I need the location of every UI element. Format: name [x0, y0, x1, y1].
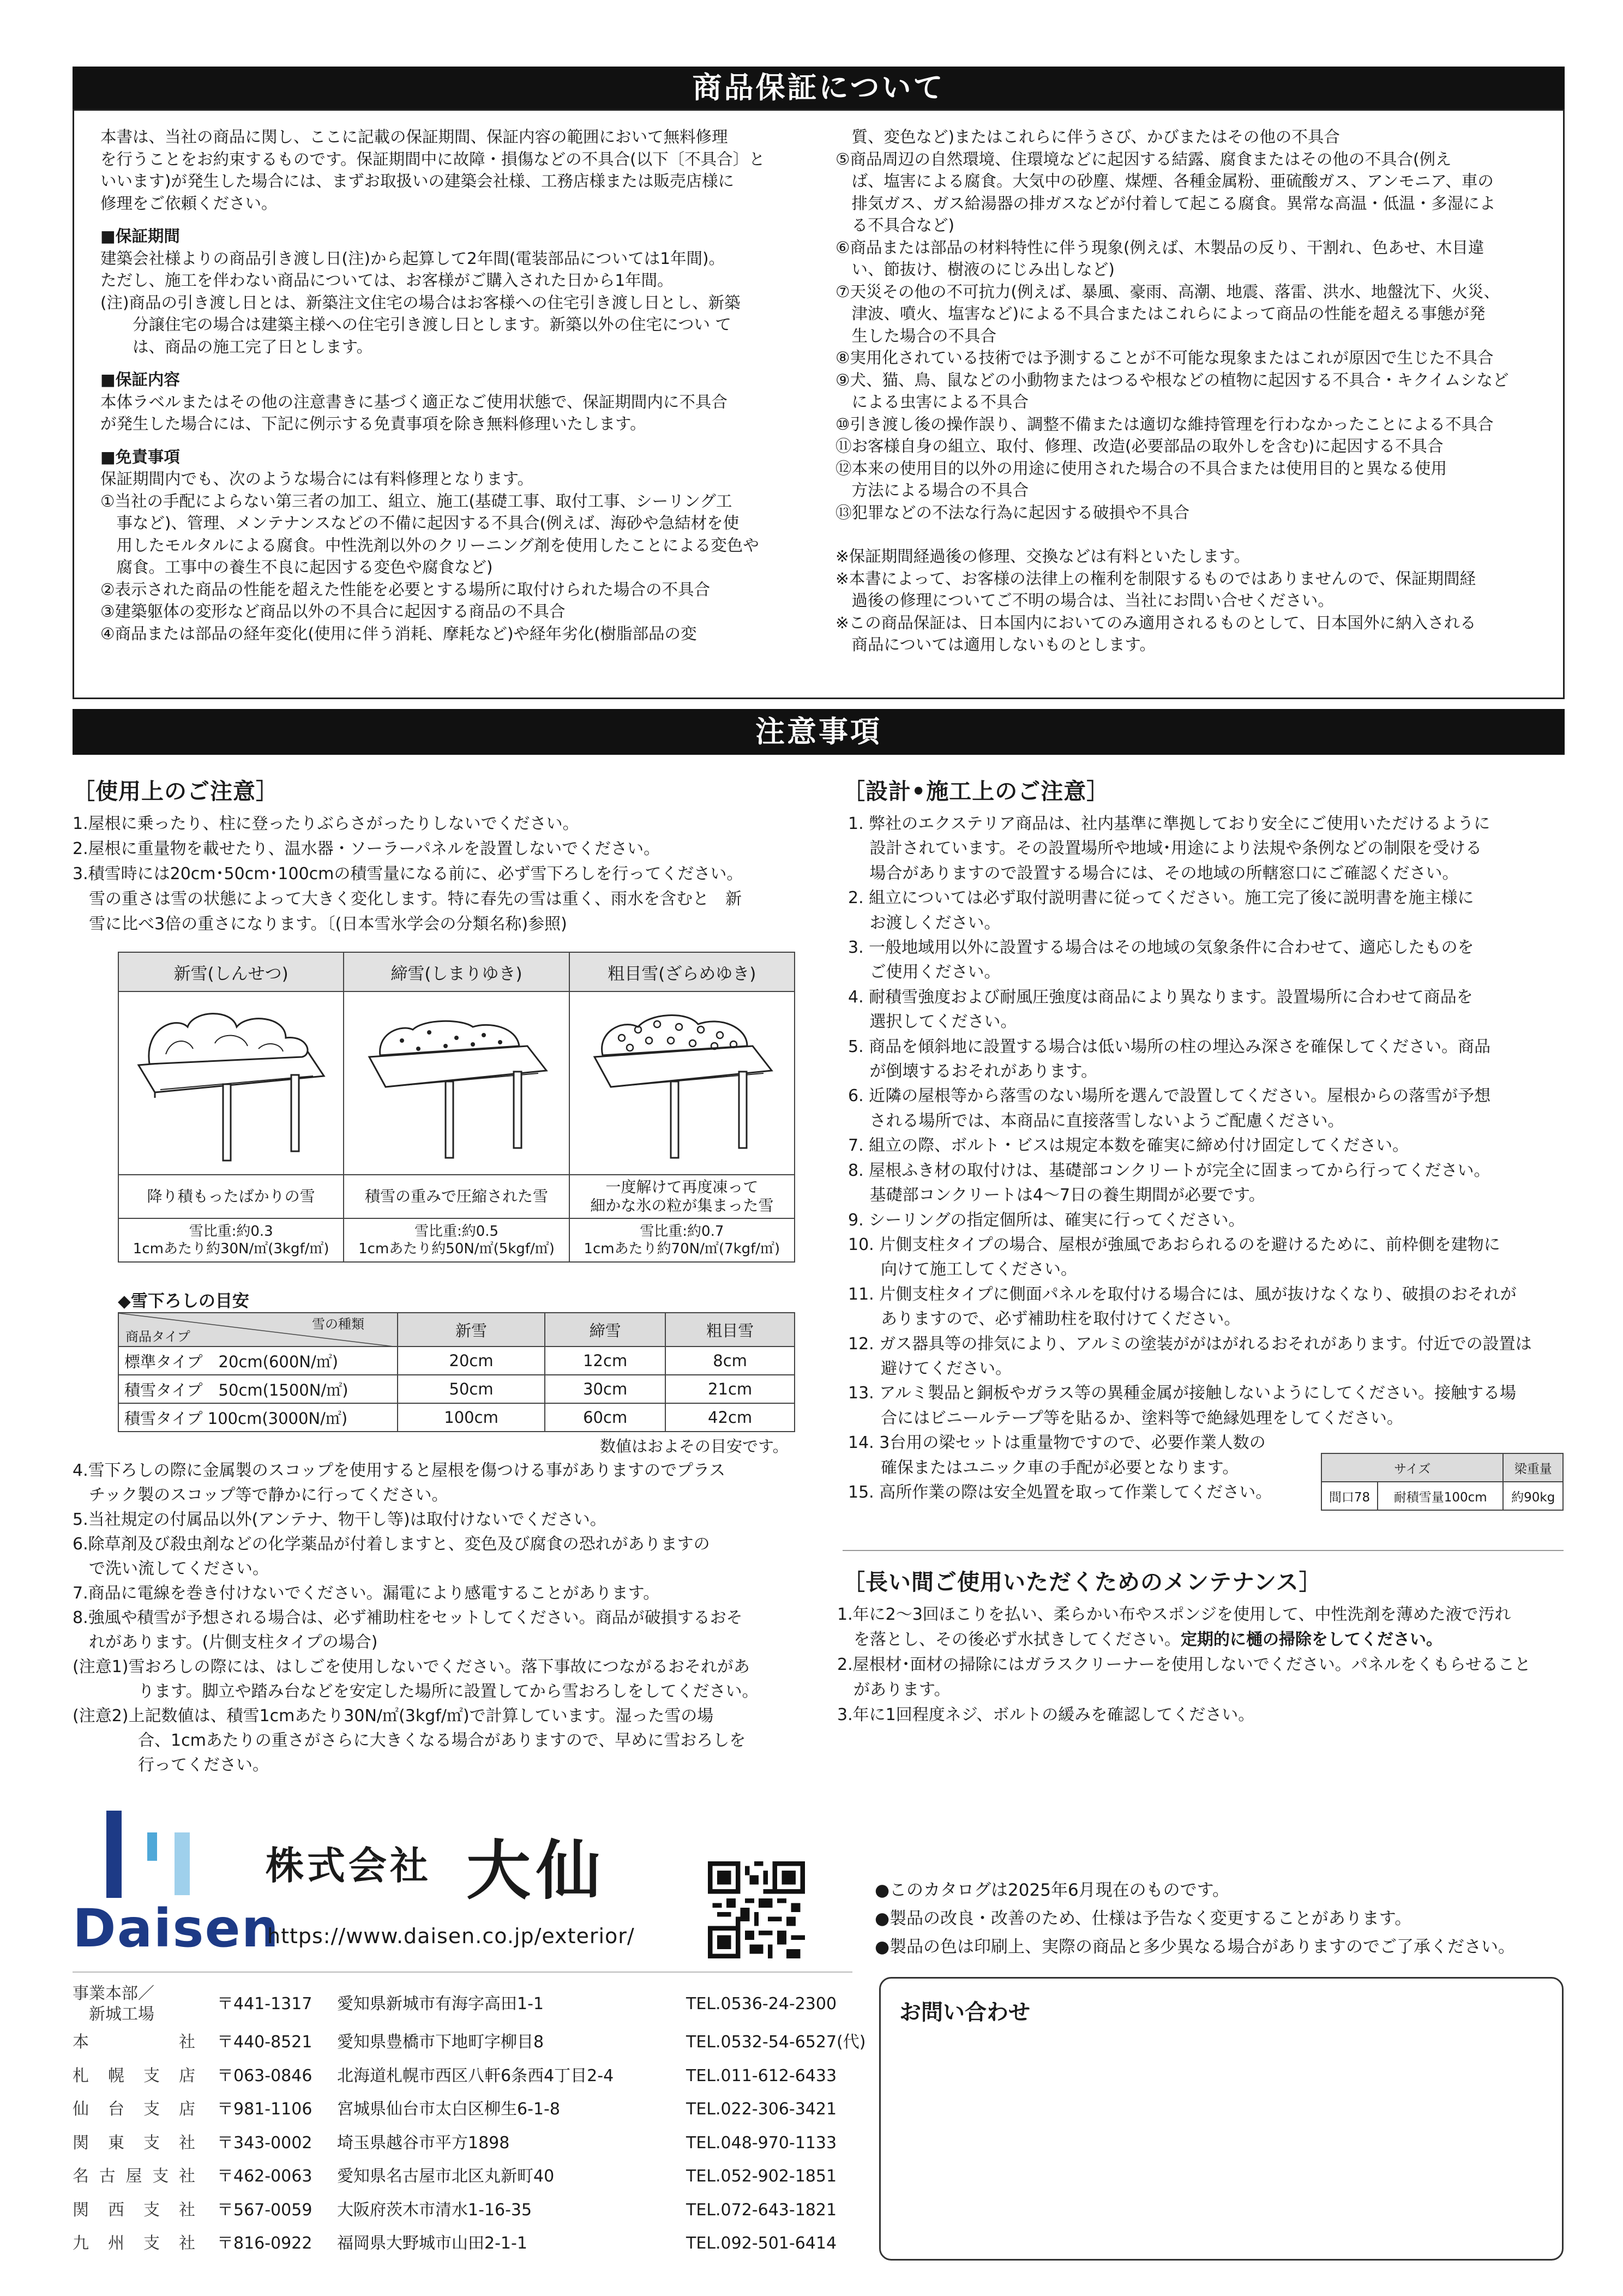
- warranty-line: ⑥商品または部品の材料特性に伴う現象(例えば、木製品の反り、干割れ、色あせ、木目違: [835, 238, 1484, 257]
- office-row: [73, 2126, 865, 2160]
- office-tel: TEL.048-970-1133: [686, 2133, 837, 2153]
- office-name: 名古屋支社: [73, 2167, 195, 2186]
- office-zip: 〒441-1317: [217, 1994, 312, 2014]
- list-item: 8. 屋根ふき材の取付けは、基礎部コンクリートが完全に固まってから行ってください。: [848, 1161, 1490, 1180]
- office-address: 北海道札幌市西区八軒6条西4丁目2-4: [337, 2066, 614, 2085]
- list-item: 1. 弊社のエクステリア商品は、社内基準に準拠しており安全にご使用いただけるように: [848, 814, 1490, 833]
- list-item: 避けてください。: [848, 1359, 1012, 1378]
- office-tel: TEL.052-902-1851: [686, 2167, 837, 2186]
- list-item: される場所では、本商品に直接落雪しないようご配慮ください。: [848, 1111, 1344, 1131]
- warranty-line: ⑩引き渡し後の操作誤り、調整不備または適切な維持管理を行わなかったことによる不具合: [835, 414, 1494, 434]
- warranty-line: ③建築躯体の変形など商品以外の不具合に起因する商品の不具合: [100, 602, 566, 621]
- office-name: 関東支社: [73, 2133, 195, 2153]
- maintenance-text: があります。: [837, 1680, 951, 1699]
- warranty-line: ※この商品保証は、日本国内においてのみ適用されるものとして、日本国外に納入される: [835, 613, 1476, 632]
- guide-note: 数値はおよその目安です。: [600, 1437, 789, 1456]
- office-zip: 〒343-0002: [217, 2133, 312, 2153]
- warranty-line: [835, 524, 1555, 545]
- warranty-line: い、節抜け、樹液のにじみ出しなど): [835, 260, 1115, 279]
- list-item: 7.商品に電線を巻き付けないでください。漏電により感電することがあります。: [73, 1584, 660, 1603]
- warranty-line: 事など)、管理、メンテナンスなどの不備に起因する不具合(例えば、海砂や急結材を使: [100, 514, 740, 532]
- company-name: 大仙: [466, 1833, 606, 1908]
- warranty-line: ■保証期間: [100, 227, 180, 245]
- maintenance-item: [837, 1703, 1531, 1728]
- guide-cell: 21cm: [665, 1375, 795, 1403]
- office-zip: 〒462-0063: [217, 2167, 312, 2186]
- office-row: [73, 2059, 865, 2093]
- beam-cell: 耐積雪量100cm: [1378, 1482, 1503, 1510]
- snow-type-name: 粗目雪(ざらめゆき): [569, 952, 795, 991]
- warranty-line: る不具合など): [835, 216, 955, 235]
- daisen-logo-text: Daisen: [73, 1898, 280, 1959]
- list-item: チック製のスコップ等で静かに行ってください。: [73, 1486, 448, 1505]
- office-name: [73, 1984, 195, 2025]
- list-item: ご使用ください。: [848, 963, 1001, 982]
- warranty-line: 建築会社様よりの商品引き渡し日(注)から起算して2年間(電装部品については1年間)。: [100, 249, 725, 268]
- guide-row-label: 標準タイプ 20cm(600N/㎡): [118, 1347, 398, 1375]
- list-item: 1.屋根に乗ったり、柱に登ったりぶらさがったりしないでください。: [73, 814, 579, 833]
- list-item: 3. 一般地域用以外に設置する場合はその地域の気象条件に合わせて、適応したものを: [848, 938, 1474, 958]
- office-address: 宮城県仙台市太白区柳生6-1-8: [337, 2100, 560, 2119]
- warranty-line: ⑬犯罪などの不法な行為に起因する破損や不具合: [835, 503, 1190, 522]
- warranty-line: ⑧実用化されている技術では予測することが不可能な現象またはこれが原因で生じた不具合: [835, 348, 1494, 367]
- list-item: ります。脚立や踏み台などを安定した場所に設置してから雪おろしをしてください。: [73, 1682, 759, 1701]
- list-item: 14. 3台用の梁セットは重量物ですので、必要作業人数の: [848, 1433, 1266, 1453]
- warranty-line: 腐食。工事中の養生不良に起因する変色や腐食など): [100, 558, 493, 576]
- guide-row-label: 積雪タイプ 50cm(1500N/㎡): [118, 1375, 398, 1403]
- office-address: 福岡県大野城市山田2-1-1: [337, 2234, 527, 2253]
- snow-desc: 降り積もったばかりの雪: [118, 1175, 344, 1218]
- use-caution-list-a: [73, 812, 743, 937]
- office-name: 本社: [73, 2033, 195, 2052]
- use-caution-list-b: [73, 1458, 759, 1777]
- snow-illustration-zarameyuki: [569, 991, 795, 1175]
- warranty-line: 生した場合の不具合: [835, 326, 997, 345]
- maintenance-bold: 定期的に樋の掃除をしてください。: [1181, 1630, 1442, 1649]
- catalog-notes: [875, 1876, 1515, 1961]
- list-item: 2. 組立については必ず取付説明書に従ってください。施工完了後に説明書を施主様に: [848, 888, 1474, 908]
- warranty-box: [73, 109, 1565, 699]
- contact-label: お問い合わせ: [899, 2000, 1030, 2025]
- warranty-line: 本体ラベルまたはその他の注意書きに基づく適正なご使用状態で、保証期間内に不具合: [100, 392, 728, 411]
- warranty-line: による虫害による不具合: [835, 393, 1029, 411]
- warranty-line: ②表示された商品の性能を超えた性能を必要とする場所に取付けられた場合の不具合: [100, 580, 710, 599]
- warranty-line: ば、塩害による腐食。大気中の砂塵、煤煙、各種金属粉、亜硫酸ガス、アンモニア、車の: [835, 172, 1494, 190]
- office-name-line: 新城工場: [89, 2005, 154, 2024]
- maintenance-text: 1.年に2～3回ほこりを払い、柔らかい布やスポンジを使用して、中性洗剤を薄めた液で汚れ: [837, 1605, 1511, 1624]
- warranty-right-column: [835, 126, 1555, 656]
- list-item: 設計されています。その設置場所や地域･用途により法規や条例などの制限を受ける: [848, 839, 1482, 858]
- office-row: [73, 2160, 865, 2193]
- beam-head: サイズ: [1321, 1453, 1503, 1482]
- design-caution-heading: ［設計•施工上のご注意］: [843, 778, 1110, 804]
- caution-title: 注意事項: [73, 709, 1565, 755]
- warranty-line: 本書は、当社の商品に関し、ここに記載の保証期間、保証内容の範囲において無料修理: [100, 128, 728, 146]
- list-item: れがあります。(片側支柱タイプの場合): [73, 1633, 378, 1652]
- list-item: 10. 片側支柱タイプの場合、屋根が強風であおられるのを避けるために、前枠側を建物に: [848, 1235, 1500, 1254]
- warranty-line: ⑦天災その他の不可抗力(例えば、暴風、豪雨、高潮、地震、落雷、洪水、地盤沈下、火災、: [835, 282, 1500, 301]
- list-item: ●製品の色は印刷上、実際の商品と多少異なる場合がありますのでご了承ください。: [875, 1937, 1516, 1957]
- warranty-line: は、商品の施工完了日とします。: [100, 337, 373, 356]
- warranty-line: 用したモルタルによる腐食。中性洗剤以外のクリーニング剤を使用したことによる変色や: [100, 536, 759, 555]
- maintenance-item: [837, 1627, 1531, 1652]
- maintenance-item: [837, 1678, 1531, 1703]
- office-row: [73, 2093, 865, 2126]
- company-url[interactable]: https://www.daisen.co.jp/exterior/: [267, 1924, 635, 1948]
- guide-cell: 100cm: [398, 1403, 545, 1432]
- list-item: 合にはビニールテープ等を貼るか、塗料等で絶縁処理をしてください。: [848, 1408, 1403, 1428]
- list-item: 6.除草剤及び殺虫剤などの化学薬品が付着しますと、変色及び腐食の恐れがありますの: [73, 1535, 710, 1554]
- guide-corner: 雪の種類 商品タイプ: [118, 1313, 398, 1347]
- list-item: お渡しください。: [848, 913, 1001, 933]
- office-tel: TEL.072-643-1821: [686, 2200, 837, 2220]
- warranty-line: ⑪お客様自身の組立、取付、修理、改造(必要部品の取外しを含む)に起因する不具合: [835, 437, 1444, 455]
- maintenance-item: [837, 1652, 1531, 1678]
- office-name: 仙台支店: [73, 2100, 195, 2119]
- guide-col: 新雪: [398, 1313, 545, 1347]
- guide-cell: 8cm: [665, 1347, 795, 1375]
- maintenance-text: を落とし、その後必ず水拭きしてください。: [837, 1630, 1181, 1649]
- list-item: 向けて施工してください。: [848, 1260, 1077, 1279]
- office-zip: 〒981-1106: [217, 2100, 312, 2119]
- list-item: 13. アルミ製品と銅板やガラス等の異種金属が接触しないようにしてください。接触する場: [848, 1384, 1517, 1403]
- maintenance-text: 3.年に1回程度ネジ、ボルトの緩みを確認してください。: [837, 1705, 1255, 1724]
- beam-cell: 間口78: [1321, 1482, 1378, 1510]
- snow-desc: 積雪の重みで圧縮された雪: [344, 1175, 569, 1218]
- warranty-line: ④商品または部品の経年変化(使用に伴う消耗、摩耗など)や経年劣化(樹脂部品の変: [100, 624, 697, 643]
- list-item: 15. 高所作業の際は安全処置を取って作業してください。: [848, 1482, 1272, 1502]
- snow-type-name: 締雪(しまりゆき): [344, 952, 569, 991]
- office-name-line: 事業本部／: [73, 1984, 154, 2003]
- snow-guide-table: [118, 1312, 795, 1432]
- company-name-prefix: 株式会社: [266, 1843, 431, 1888]
- warranty-line: 方法による場合の不具合: [835, 481, 1029, 500]
- office-tel: TEL.0532-54-6527(代): [686, 2033, 866, 2052]
- warranty-line: ※保証期間経過後の修理、交換などは有料といたします。: [835, 547, 1250, 566]
- guide-row-label: 積雪タイプ 100cm(3000N/㎡): [118, 1403, 398, 1432]
- office-row: [73, 1983, 865, 2025]
- list-item: 8.強風や積雪が予想される場合は、必ず補助柱をセットしてください。商品が破損するおそ: [73, 1608, 743, 1627]
- list-item: ありますので、必ず補助柱を取付けてください。: [848, 1309, 1241, 1329]
- list-item: 4. 耐積雪強度および耐風圧強度は商品により異なります。設置場所に合わせて商品を: [848, 987, 1473, 1007]
- daisen-logo-mark: [106, 1811, 205, 1911]
- list-item: 5.当社規定の付属品以外(アンテナ、物干し等)は取付けないでください。: [73, 1510, 606, 1529]
- divider: [843, 1550, 1564, 1551]
- warranty-line: ⑫本来の使用目的以外の用途に使用された場合の不具合または使用目的と異なる使用: [835, 459, 1447, 478]
- maintenance-text: 2.屋根材･面材の掃除にはガラスクリーナーを使用しないでください。パネルをくもらせること: [837, 1655, 1531, 1674]
- beam-head: 梁重量: [1503, 1453, 1563, 1482]
- warranty-line: 修理をご依頼ください。: [100, 194, 278, 213]
- warranty-line: ただし、施工を伴わない商品については、お客様がご購入された日から1年間。: [100, 271, 674, 290]
- design-caution-list: [848, 812, 1532, 1505]
- office-row: [73, 2193, 865, 2227]
- office-zip: 〒063-0846: [217, 2066, 312, 2085]
- list-item: ●このカタログは2025年6月現在のものです。: [875, 1880, 1230, 1900]
- list-item: 7. 組立の際、ボルト・ビスは規定本数を確実に締め付け固定してください。: [848, 1136, 1409, 1156]
- office-address: 愛知県新城市有海字高田1-1: [337, 1994, 544, 2014]
- list-item: 雪に比べ3倍の重さになります。〔(日本雪氷学会の分類名称)参照): [73, 915, 567, 934]
- office-tel: TEL.011-612-6433: [686, 2066, 837, 2085]
- divider: [73, 1972, 852, 1973]
- qr-code: [708, 1861, 805, 1958]
- list-item: 確保またはユニック車の手配が必要となります。: [848, 1458, 1239, 1477]
- warranty-left-column: [100, 126, 853, 645]
- list-item: (注意2)上記数値は、積雪1cmあたり30N/㎡(3kgf/㎡)で計算しています。湿った雪の場: [73, 1706, 714, 1726]
- warranty-line: が発生した場合には、下記に例示する免責事項を除き無料修理いたします。: [100, 414, 646, 433]
- warranty-line: 質、変色など)またはこれらに伴うさび、かびまたはその他の不具合: [835, 128, 1340, 146]
- snow-illustration-shimariyuki: [344, 991, 569, 1175]
- list-item: 場合がありますので設置する場合には、その地域の所轄窓口にご確認ください。: [848, 863, 1459, 883]
- warranty-line: ①当社の手配によらない第三者の加工、組立、施工(基礎工事、取付工事、シーリング工: [100, 491, 732, 510]
- list-item: 6. 近隣の屋根等から落雪のない場所を選んで設置してください。屋根からの落雪が予想: [848, 1086, 1491, 1106]
- office-row: [73, 2227, 865, 2261]
- guide-col: 締雪: [545, 1313, 665, 1347]
- list-item: 12. ガス器具等の排気により、アルミの塗装ががはがれるおそれがあります。付近での設置は: [848, 1334, 1532, 1354]
- list-item: (注意1)雪おろしの際には、はしごを使用しないでください。落下事故につながるおそれがあ: [73, 1657, 750, 1676]
- snow-guide-title: ◆雪下ろしの目安: [118, 1291, 249, 1311]
- maintenance-item: [837, 1602, 1531, 1627]
- list-item: ●製品の改良・改善のため、仕様は予告なく変更することがあります。: [875, 1909, 1412, 1928]
- maintenance-heading: ［長い間ご使用いただくためのメンテナンス］: [843, 1569, 1322, 1595]
- snow-gravity: 雪比重:約0.5 1cmあたり約50N/㎡(5kgf/㎡): [344, 1218, 569, 1262]
- office-zip: 〒567-0059: [217, 2200, 312, 2220]
- guide-cell: 30cm: [545, 1375, 665, 1403]
- office-name: 札幌支店: [73, 2066, 195, 2085]
- list-item: で洗い流してください。: [73, 1559, 269, 1578]
- list-item: が倒壊するおそれがあります。: [848, 1062, 1098, 1081]
- warranty-line: 排気ガス、ガス給湯器の排ガスなどが付着して起こる腐食。異常な高温・低温・多湿によ: [835, 194, 1496, 213]
- office-name: 九州支社: [73, 2234, 195, 2253]
- list-item: 選択してください。: [848, 1012, 1017, 1032]
- guide-cell: 12cm: [545, 1347, 665, 1375]
- guide-cell: 50cm: [398, 1375, 545, 1403]
- list-item: 雪の重さは雪の状態によって大きく変化します。特に春先の雪は重く、雨水を含むと 新: [73, 889, 742, 909]
- snow-gravity: 雪比重:約0.7 1cmあたり約70N/㎡(7kgf/㎡): [569, 1218, 795, 1262]
- office-tel: TEL.092-501-6414: [686, 2234, 837, 2253]
- guide-cell: 42cm: [665, 1403, 795, 1432]
- snow-type-table: [118, 952, 795, 1263]
- snow-illustration-shinsetsu: [118, 991, 344, 1175]
- warranty-line: ■免責事項: [100, 447, 180, 466]
- office-tel: TEL.022-306-3421: [686, 2100, 837, 2119]
- warranty-line: を行うことをお約束するものです。保証期間中に故障・損傷などの不具合(以下〔不具合〕と: [100, 149, 765, 169]
- list-item: 基礎部コンクリートは4～7日の養生期間が必要です。: [848, 1186, 1265, 1205]
- office-address: 埼玉県越谷市平方1898: [337, 2133, 510, 2153]
- list-item: 2.屋根に重量物を載せたり、温水器・ソーラーパネルを設置しないでください。: [73, 839, 660, 858]
- office-tel: TEL.0536-24-2300: [686, 1994, 837, 2014]
- office-list: [73, 1983, 865, 2261]
- office-name: 関西支社: [73, 2200, 195, 2220]
- maintenance-list: [837, 1602, 1531, 1728]
- office-row: [73, 2025, 865, 2059]
- snow-type-name: 新雪(しんせつ): [118, 952, 344, 991]
- warranty-line: 商品については適用しないものとします。: [835, 635, 1156, 654]
- list-item: 合、1cmあたりの重さがさらに大きくなる場合がありますので、早めに雪おろしを: [73, 1731, 746, 1750]
- list-item: 3.積雪時には20cm･50cm･100cmの積雪量になる前に、必ず雪下ろしを行ってください。: [73, 864, 743, 883]
- warranty-line: ※本書によって、お客様の法律上の権利を制限するものではありませんので、保証期間経: [835, 569, 1476, 588]
- guide-cell: 60cm: [545, 1403, 665, 1432]
- list-item: 行ってください。: [73, 1756, 269, 1775]
- warranty-title: 商品保証について: [73, 67, 1565, 109]
- snow-desc: 一度解けて再度凍って 細かな氷の粒が集まった雪: [569, 1175, 795, 1218]
- office-zip: 〒440-8521: [217, 2033, 312, 2052]
- list-item: 4.雪下ろしの際に金属製のスコップを使用すると屋根を傷つける事がありますのでプラス: [73, 1461, 726, 1480]
- warranty-line: (注)商品の引き渡し日とは、新築注文住宅の場合はお客様への住宅引き渡し日とし、新築: [100, 293, 741, 312]
- beam-table: [1321, 1453, 1564, 1511]
- warranty-line: 津波、噴火、塩害など)による不具合またはこれらによって商品の性能を超える事態が発: [835, 304, 1486, 323]
- warranty-line: いいます)が発生した場合には、まずお取扱いの建築会社様、工務店様または販売店様に: [100, 172, 735, 190]
- use-caution-heading: ［使用上のご注意］: [73, 778, 279, 804]
- list-item: 11. 片側支柱タイプに側面パネルを取付ける場合には、風が抜けなくなり、破損のおそれが: [848, 1284, 1517, 1304]
- warranty-line: ■保証内容: [100, 370, 180, 389]
- list-item: 9. シーリングの指定個所は、確実に行ってください。: [848, 1210, 1245, 1230]
- office-address: 愛知県豊橋市下地町字柳目8: [337, 2033, 544, 2052]
- warranty-line: ⑤商品周辺の自然環境、住環境などに起因する結露、腐食またはその他の不具合(例え: [835, 149, 1452, 169]
- guide-cell: 20cm: [398, 1347, 545, 1375]
- guide-col: 粗目雪: [665, 1313, 795, 1347]
- warranty-line: 過後の修理についてご不明の場合は、当社にお問い合せください。: [835, 591, 1334, 610]
- warranty-line: 保証期間内でも、次のような場合には有料修理となります。: [100, 470, 534, 488]
- snow-gravity: 雪比重:約0.3 1cmあたり約30N/㎡(3kgf/㎡): [118, 1218, 344, 1262]
- warranty-line: ⑨犬、猫、鳥、鼠などの小動物またはつるや根などの植物に起因する不具合・キクイムシなど: [835, 370, 1509, 389]
- beam-cell: 約90kg: [1503, 1482, 1563, 1510]
- contact-box: [879, 1977, 1564, 2261]
- warranty-line: 分譲住宅の場合は建築主様への住宅引き渡し日とします。新築以外の住宅につい て: [100, 315, 731, 334]
- office-address: 大阪府茨木市清水1-16-35: [337, 2200, 532, 2220]
- list-item: 5. 商品を傾斜地に設置する場合は低い場所の柱の埋込み深さを確保してください。商品: [848, 1037, 1491, 1056]
- office-address: 愛知県名古屋市北区丸新町40: [337, 2167, 555, 2186]
- office-zip: 〒816-0922: [217, 2234, 312, 2253]
